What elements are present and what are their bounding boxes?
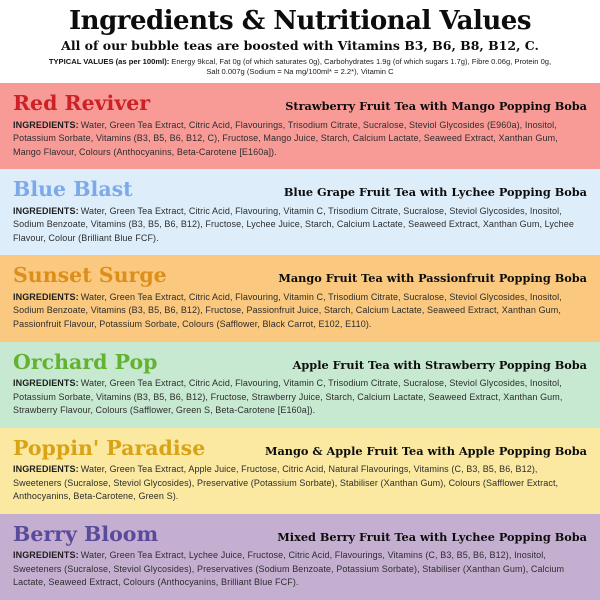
flavor-description: Mango & Apple Fruit Tea with Apple Popping Boba: [264, 443, 587, 458]
page-subtitle: All of our bubble teas are boosted with Vitamins B3, B6, B8, B12, C.: [61, 37, 539, 53]
page-title: Ingredients & Nutritional Values: [69, 6, 531, 36]
typical-values: [46, 57, 554, 78]
flavor-name: Red Reviver: [13, 91, 151, 115]
flavor-section-sunset-surge: [0, 255, 600, 341]
flavor-description: Mixed Berry Fruit Tea with Lychee Popping Boba: [277, 529, 587, 544]
page-header: [0, 0, 600, 83]
ingredients-text: Water, Green Tea Extract, Apple Juice, Fructose, Citric Acid, Natural Flavourings, Vitamins (C, B3, B5, B6, B12), Sweeteners (Sucralose, Steviol Glycosides), Preservative (Potassium Sorbate), Stabiliser (Xanthan Gum), Colours (Safflower Extract, Anthocyanins, Beta-Carotene, Green S).: [13, 464, 559, 502]
ingredients-text: Water, Green Tea Extract, Citric Acid, Flavouring, Vitamin C, Trisodium Citrate, Sucralose, Steviol Glycosides, Inositol, Potassium Sorbate, Vitamins (B3, B5, B6, B12), Fructose, Strawberry Juice, Starch, Calcium Lactate, Seaweed Extract, Xanthan Gum, Strawberry Flavour, Colours (Safflower, Green S, Beta-Carotene [E160a]).: [13, 378, 563, 416]
ingredients-text: Water, Green Tea Extract, Citric Acid, Flavourings, Trisodium Citrate, Sucralose, Steviol Glycosides (E960a), Inositol, Potassium Sorbate, Vitamins (B3, B5, B6, B12, C), Fructose, Mango Juice, Starch, Calcium Lactate, Seaweed Extract, Xanthan Gum, Mango Flavour, Colours (Anthocyanins, Beta-Carotene [E160a]).: [13, 119, 558, 157]
flavor-section-poppin-paradise: [0, 428, 600, 514]
ingredients-text: Water, Green Tea Extract, Citric Acid, Flavouring, Vitamin C, Trisodium Citrate, Sucralose, Steviol Glycosides, Inositol, Sodium Benzoate, Vitamins (B3, B5, B6, B12), Fructose, Lychee Juice, Starch, Calcium Lactate, Seaweed Extract, Xanthan Gum, Lychee Flavour, Colour (Brilliant Blue FCF).: [13, 205, 574, 243]
typical-values-label: TYPICAL VALUES (as per 100ml):: [48, 56, 170, 66]
flavor-description: Strawberry Fruit Tea with Mango Popping Boba: [285, 99, 587, 113]
ingredients-label: INGREDIENTS:: [13, 464, 79, 475]
flavor-section-blue-blast: [0, 169, 600, 255]
ingredients-text: Water, Green Tea Extract, Citric Acid, Flavouring, Vitamin C, Trisodium Citrate, Sucralose, Steviol Glycosides, Inositol, Sodium Benzoate, Vitamins (B3, B5, B6, B12), Fructose, Passionfruit Juice, Starch, Calcium Lactate, Seaweed Extract, Xanthan Gum, Passionfruit Flavour, Potassium Sorbate, Colours (Safflower, Black Carrot, E102, E110).: [13, 291, 562, 329]
ingredients-paragraph: [13, 377, 587, 418]
ingredients-paragraph: [13, 549, 587, 590]
flavor-name: Orchard Pop: [13, 349, 158, 374]
flavor-header: [13, 351, 587, 374]
flavor-name: Sunset Surge: [13, 263, 167, 288]
flavor-description: Blue Grape Fruit Tea with Lychee Popping Boba: [283, 185, 587, 200]
flavor-header: [13, 178, 587, 201]
flavor-section-red-reviver: [0, 83, 600, 169]
ingredients-label: INGREDIENTS:: [13, 291, 79, 302]
flavor-section-orchard-pop: [0, 342, 600, 428]
ingredients-label: INGREDIENTS:: [13, 205, 79, 216]
ingredients-paragraph: [13, 291, 587, 332]
ingredients-label: INGREDIENTS:: [13, 378, 79, 389]
flavor-name: Blue Blast: [13, 177, 133, 202]
ingredients-paragraph: [13, 119, 587, 160]
flavor-description: Mango Fruit Tea with Passionfruit Popping Boba: [278, 271, 587, 286]
ingredients-label: INGREDIENTS:: [13, 550, 79, 561]
flavor-header: [13, 437, 587, 460]
flavor-header: [13, 92, 587, 115]
flavor-description: Apple Fruit Tea with Strawberry Popping Boba: [292, 357, 587, 372]
flavor-section-berry-bloom: [0, 514, 600, 600]
flavor-name: Berry Bloom: [13, 521, 159, 546]
typical-values-text: Energy 9kcal, Fat 0g (of which saturates 0g), Carbohydrates 1.9g (of which sugars 1.7g), Fibre 0.06g, Protein 0g, Salt 0.007g (Sodium = Na mg/100ml* = 2.2*), Vitamin C: [171, 56, 552, 77]
ingredients-label: INGREDIENTS:: [13, 119, 79, 130]
ingredients-paragraph: [13, 463, 587, 504]
flavor-header: [13, 264, 587, 287]
ingredients-paragraph: [13, 205, 587, 246]
flavor-header: [13, 523, 587, 546]
ingredients-text: Water, Green Tea Extract, Lychee Juice, Fructose, Citric Acid, Flavourings, Vitamins (C, B3, B5, B6, B12), Inositol, Sweeteners (Sucralose, Steviol Glycosides), Preservatives (Sodium Benzoate, Potassium Sorbate), Stabiliser (Xanthan Gum), Calcium Lactate, Seaweed Extract, Colours (Anthocyanins, Brilliant Blue FCF).: [13, 550, 565, 588]
flavor-name: Poppin' Paradise: [13, 435, 206, 460]
